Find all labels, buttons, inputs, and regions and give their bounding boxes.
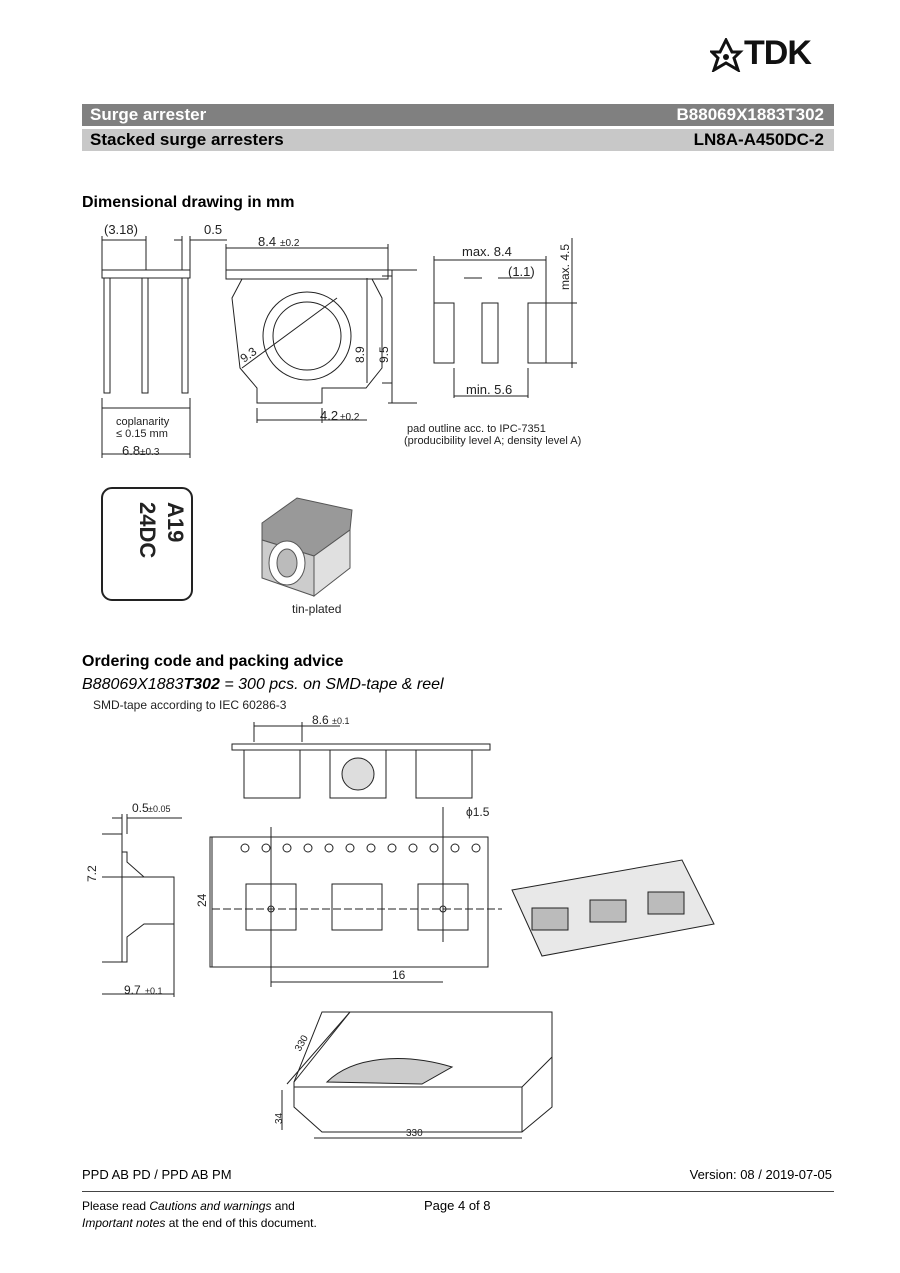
dim-16: 16 <box>392 968 406 982</box>
header-bar-secondary <box>82 129 834 151</box>
header-bar-primary <box>82 104 834 126</box>
dimensional-drawing <box>82 218 622 638</box>
dim-tape-05: 0.5 <box>132 801 149 815</box>
dim-phi15: ϕ1.5 <box>466 805 490 819</box>
dim-42: 4.2 <box>320 408 339 423</box>
marking-line-1: A19 <box>163 502 188 543</box>
dim-330-diameter: 330 <box>293 1033 311 1054</box>
note-text: at the end of this document. <box>165 1216 317 1230</box>
dim-93: 9.3 <box>237 344 260 366</box>
dim-330-width: 330 <box>406 1128 423 1139</box>
ordering-line <box>82 676 444 694</box>
dim-tol: ±0.2 <box>340 412 360 423</box>
dim-11: (1.1) <box>508 264 535 279</box>
product-subtype: Stacked surge arresters <box>90 130 284 149</box>
footer-department: PPD AB PD / PPD AB PM <box>82 1167 232 1182</box>
type-designation: LN8A-A450DC-2 <box>693 130 824 149</box>
dim-84: 8.4 <box>258 234 277 249</box>
note-text: and <box>271 1199 295 1213</box>
footer-version: Version: 08 / 2019-07-05 <box>689 1167 832 1182</box>
footer-note <box>82 1198 317 1232</box>
note-important: Important notes <box>82 1216 166 1230</box>
page-number: Page 4 of 8 <box>424 1198 491 1213</box>
marking-line-2: 24DC <box>135 502 160 559</box>
dim-318: (3.18) <box>104 222 138 237</box>
footer-rule <box>82 1191 834 1192</box>
dim-tol: ±0.05 <box>148 804 171 814</box>
note-cautions: Cautions and warnings <box>149 1199 272 1213</box>
code-description: = 300 pcs. on SMD-tape & reel <box>219 676 444 693</box>
pad-note-1: pad outline acc. to IPC-7351 <box>407 423 546 435</box>
dim-tol: ±0.3 <box>140 447 160 458</box>
tape-standard-note: SMD-tape according to IEC 60286-3 <box>93 698 287 712</box>
pad-note-2: (producibility level A; density level A) <box>404 435 582 447</box>
coplanarity-label: coplanarity <box>116 416 170 428</box>
ordering-code: B88069X1883T302 <box>676 105 824 124</box>
dim-05: 0.5 <box>204 222 223 237</box>
section-title-dimensions: Dimensional drawing in mm <box>82 194 295 211</box>
dim-34: 34 <box>274 1112 285 1124</box>
dim-tol: ±0.1 <box>332 716 350 726</box>
brand-name: TDK <box>744 34 811 72</box>
coplanarity-value: ≤ 0.15 mm <box>116 428 168 440</box>
dim-95: 9.5 <box>377 346 391 363</box>
product-type: Surge arrester <box>90 105 207 124</box>
note-text: Please read <box>82 1199 150 1213</box>
dim-24: 24 <box>195 893 209 907</box>
dim-tol: ±0.2 <box>280 238 300 249</box>
dim-tol: ±0.1 <box>145 986 163 996</box>
dim-89: 8.9 <box>353 346 367 363</box>
dim-72: 7.2 <box>85 865 99 882</box>
code-prefix: B88069X1883 <box>82 676 184 693</box>
tape-drawing <box>82 712 722 1152</box>
section-title-ordering: Ordering code and packing advice <box>82 653 344 670</box>
dim-86: 8.6 <box>312 713 329 727</box>
dim-max45: max. 4.5 <box>558 243 572 290</box>
dim-min56: min. 5.6 <box>466 382 513 397</box>
dim-max84: max. 8.4 <box>462 244 512 259</box>
finish-label: tin-plated <box>292 602 342 616</box>
code-suffix-bold: T302 <box>183 676 220 693</box>
dim-68: 6.8 <box>122 443 141 458</box>
dim-97: 9.7 <box>124 983 141 997</box>
